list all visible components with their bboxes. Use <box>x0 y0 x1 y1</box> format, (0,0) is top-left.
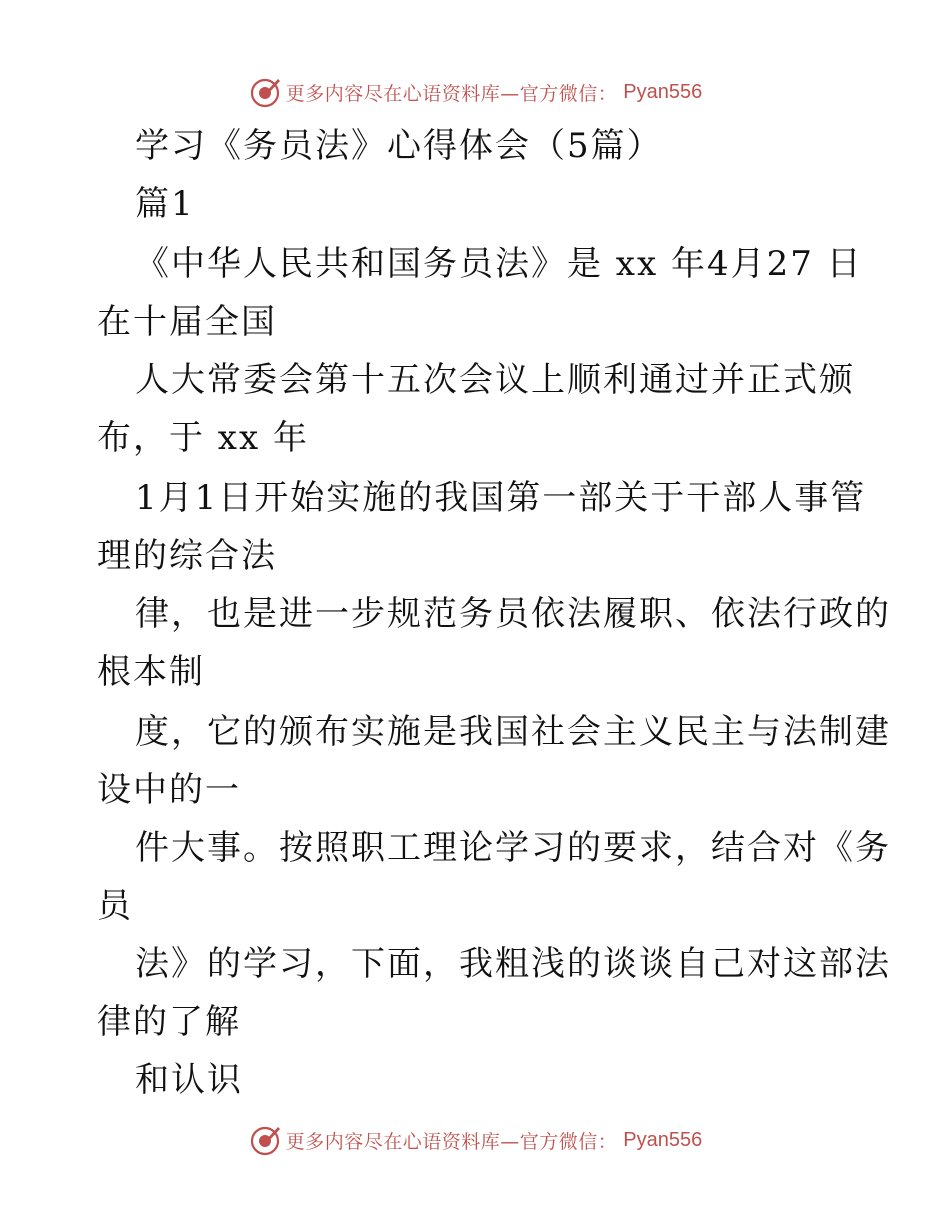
body-line: 根本制 <box>97 652 205 692</box>
body-line: 件大事。按照职工理论学习的要求，结合对《务 <box>135 828 891 868</box>
document-title: 学习《务员法》心得体会（5篇） <box>135 126 663 166</box>
body-line: 度，它的颁布实施是我国社会主义民主与法制建 <box>135 712 891 752</box>
header-banner <box>0 72 950 112</box>
body-line: 人大常委会第十五次会议上顺利通过并正式颁 <box>135 360 855 400</box>
body-line: 法》的学习，下面，我粗浅的谈谈自己对这部法 <box>135 944 891 984</box>
body-line: 律，也是进一步规范务员依法履职、依法行政的 <box>135 594 891 634</box>
banner-wechat-id: Pyan556 <box>623 80 703 103</box>
body-line: 员 <box>97 886 133 926</box>
logo-icon <box>248 1123 282 1157</box>
footer-banner <box>0 1120 950 1160</box>
body-line: 律的了解 <box>97 1002 241 1042</box>
body-line: 1月1日开始实施的我国第一部关于干部人事管 <box>135 478 867 518</box>
logo-icon <box>248 75 282 109</box>
body-line: 设中的一 <box>97 770 241 810</box>
body-line: 在十届全国 <box>97 302 277 342</box>
banner-text: 更多内容尽在心语资料库—官方微信： <box>285 1130 618 1153</box>
banner-wechat-id: Pyan556 <box>623 1128 703 1151</box>
body-line: 和认识 <box>135 1060 243 1100</box>
body-line: 《中华人民共和国务员法》是 xx 年4月27 日 <box>135 244 863 284</box>
section-heading: 篇1 <box>135 184 195 224</box>
body-line: 布，于 xx 年 <box>97 418 309 458</box>
banner-text: 更多内容尽在心语资料库—官方微信： <box>285 82 618 105</box>
body-line: 理的综合法 <box>97 536 277 576</box>
